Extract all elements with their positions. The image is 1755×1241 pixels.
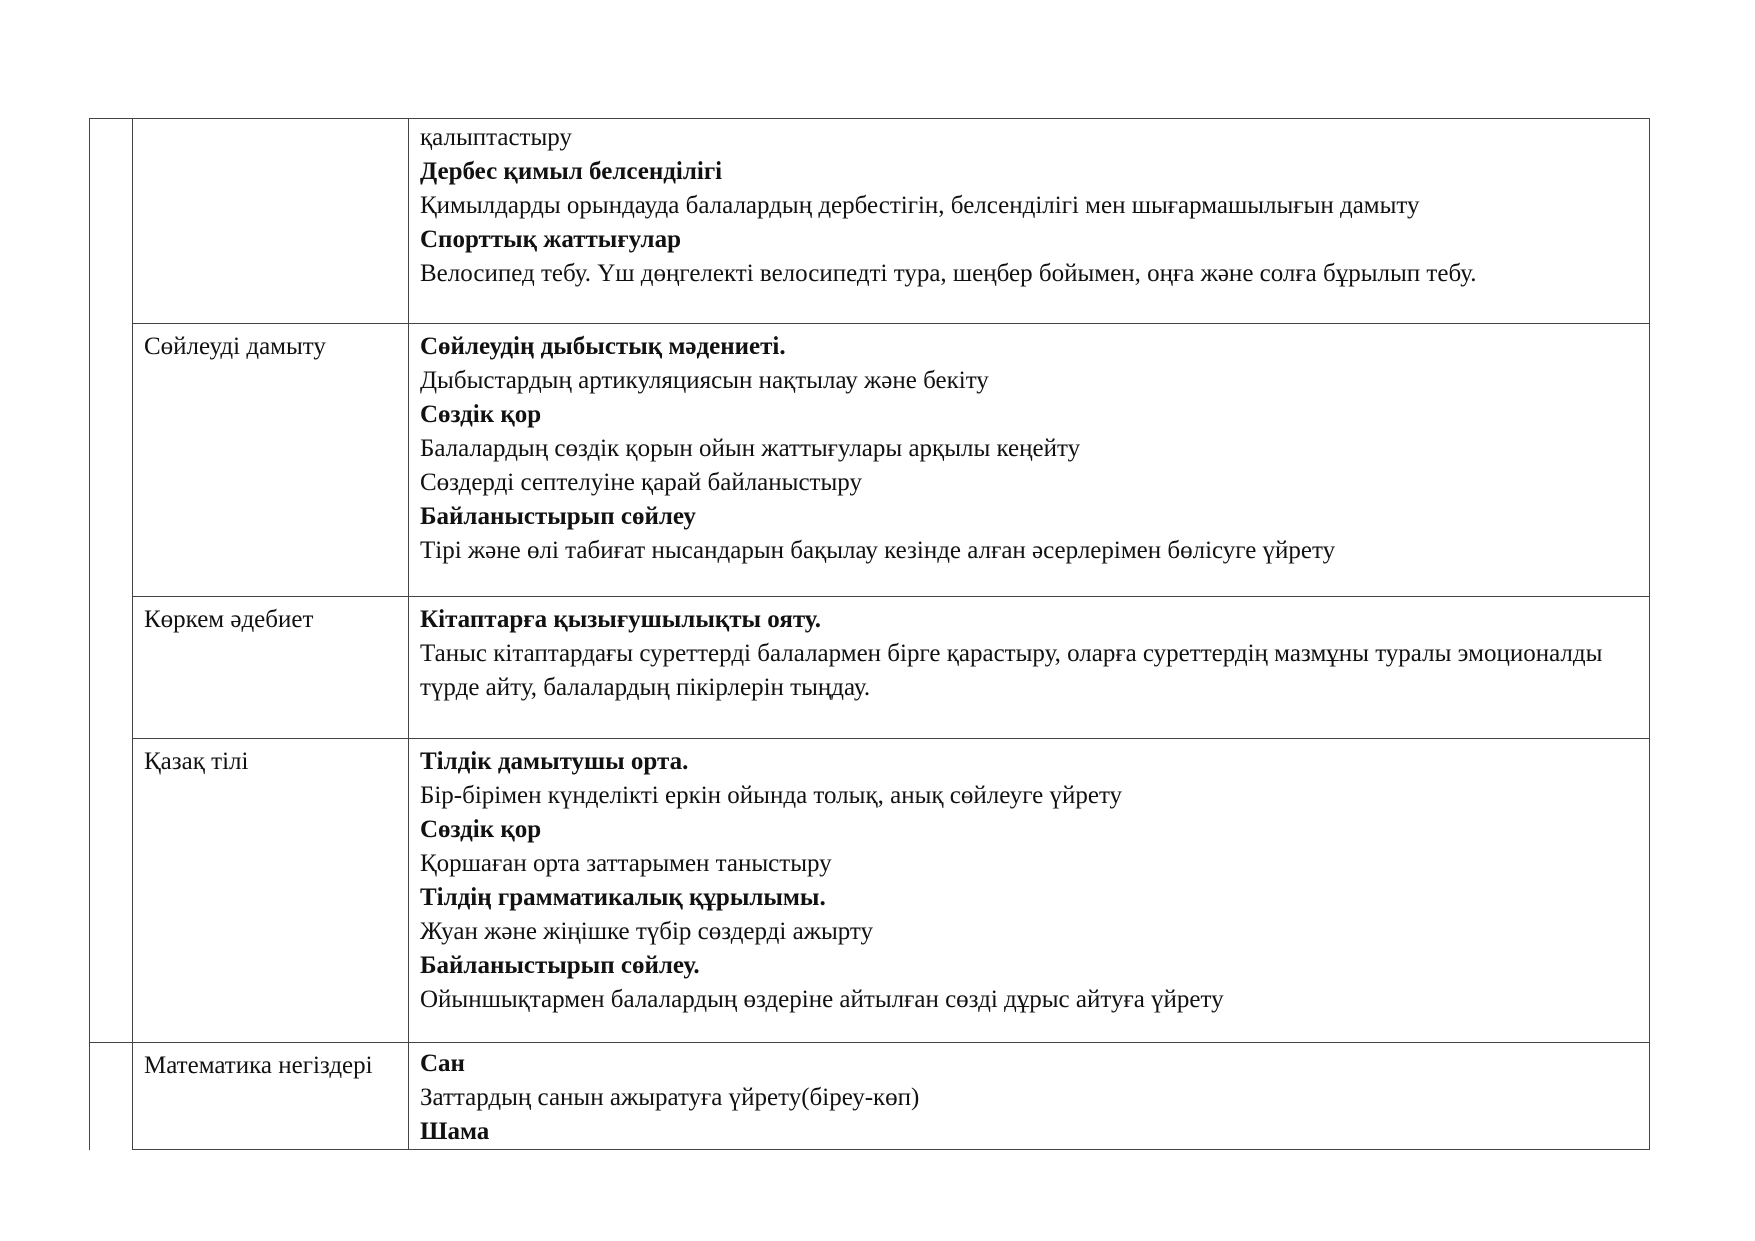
content-line: Бір-бірімен күнделікті еркін ойында толық, анық сөйлеуге үйрету bbox=[420, 782, 1123, 809]
subject-label: Қазақ тілі bbox=[144, 748, 249, 775]
content-heading: Спорттық жаттығулар bbox=[420, 226, 681, 253]
blank-column-cell bbox=[90, 119, 133, 1043]
curriculum-table bbox=[89, 118, 1650, 1150]
content-cell bbox=[409, 324, 1650, 597]
content-cell bbox=[409, 597, 1650, 739]
subject-cell bbox=[133, 119, 409, 324]
subject-cell bbox=[133, 1043, 409, 1150]
table-row bbox=[90, 597, 1650, 739]
content-line: Балалардың сөздік қорын ойын жаттығулары арқылы кеңейту bbox=[420, 435, 1081, 462]
table-row bbox=[90, 119, 1650, 324]
subject-label: Сөйлеуді дамыту bbox=[144, 333, 326, 360]
subject-cell bbox=[133, 739, 409, 1043]
table-row bbox=[90, 739, 1650, 1043]
content-line: Велосипед тебу. Үш дөңгелекті велосипедті тура, шеңбер бойымен, оңға және солға бұрылып тебу. bbox=[420, 260, 1477, 287]
content-line: Қимылдарды орындауда балалардың дербестігін, белсенділігі мен шығармашылығын дамыту bbox=[420, 192, 1420, 219]
content-line: Қоршаған орта заттарымен таныстыру bbox=[420, 850, 832, 877]
content-line: Жуан және жіңішке түбір сөздерді ажырту bbox=[420, 918, 874, 945]
content-line: қалыптастыру bbox=[420, 124, 572, 151]
table-row bbox=[90, 1043, 1650, 1150]
content-heading: Сөздік қор bbox=[420, 816, 542, 843]
content-heading: Кітаптарға қызығушылықты ояту. bbox=[420, 606, 822, 633]
content-line: Тірі және өлі табиғат нысандарын бақылау кезінде алған әсерлерімен бөлісуге үйрету bbox=[420, 537, 1336, 564]
content-cell bbox=[409, 739, 1650, 1043]
content-line: Заттардың санын ажыратуға үйрету(біреу-көп) bbox=[420, 1084, 920, 1111]
content-cell bbox=[409, 119, 1650, 324]
content-line: Таныс кітаптардағы суреттерді балалармен бірге қарастыру, оларға суреттердің мазмұны туралы эмоционалды түрде айту, балалардың пікірлерін тыңдау. bbox=[420, 640, 1603, 701]
content-heading: Байланыстырып сөйлеу. bbox=[420, 952, 700, 979]
subject-label: Математика негіздері bbox=[144, 1052, 373, 1079]
subject-label: Көркем әдебиет bbox=[144, 606, 314, 633]
content-heading: Дербес қимыл белсенділігі bbox=[420, 158, 723, 185]
subject-cell bbox=[133, 324, 409, 597]
blank-column-cell bbox=[90, 1043, 133, 1150]
content-heading: Байланыстырып сөйлеу bbox=[420, 503, 696, 530]
content-heading: Сөздік қор bbox=[420, 401, 542, 428]
content-line: Ойыншықтармен балалардың өздеріне айтылған сөзді дұрыс айтуға үйрету bbox=[420, 986, 1224, 1013]
content-line: Сөздерді септелуіне қарай байланыстыру bbox=[420, 469, 862, 496]
content-heading: Тілдік дамытушы орта. bbox=[420, 748, 689, 775]
table-row bbox=[90, 324, 1650, 597]
content-heading: Сөйлеудің дыбыстық мәдениеті. bbox=[420, 333, 786, 360]
content-cell bbox=[409, 1043, 1650, 1150]
content-line: Дыбыстардың артикуляциясын нақтылау және бекіту bbox=[420, 367, 989, 394]
content-heading: Шама bbox=[420, 1118, 490, 1145]
subject-cell bbox=[133, 597, 409, 739]
content-heading: Тілдің грамматикалық құрылымы. bbox=[420, 884, 826, 911]
content-heading: Сан bbox=[420, 1050, 465, 1077]
